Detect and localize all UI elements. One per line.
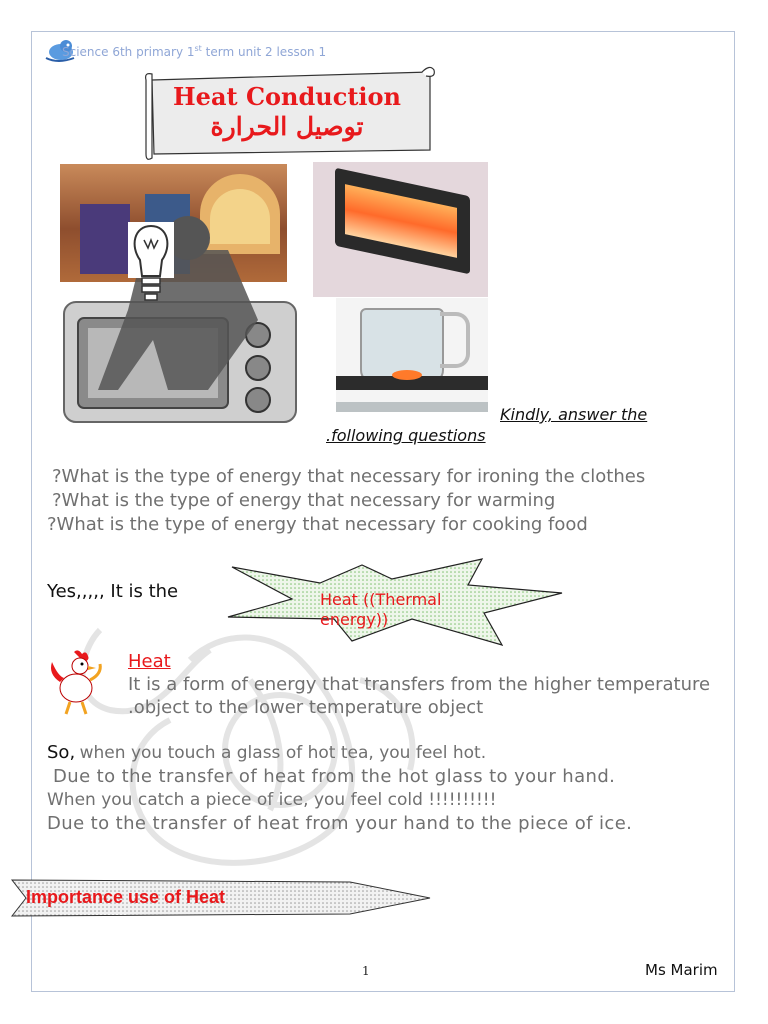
title-arabic: توصيل الحرارة bbox=[210, 112, 364, 141]
instruction-line-2: .following questions bbox=[326, 426, 486, 445]
course-header: Science 6th primary 1st term unit 2 lesson 1 bbox=[62, 44, 327, 59]
instruction-line-1: Kindly, answer the bbox=[500, 405, 648, 424]
title-english: Heat Conduction bbox=[173, 82, 401, 111]
question-ironing: ?What is the type of energy that necessary for ironing the clothes bbox=[52, 466, 646, 487]
heat-heading: Heat bbox=[128, 651, 171, 672]
example-line-3: When you catch a piece of ice, you feel cold !!!!!!!!!! bbox=[47, 790, 497, 810]
definition-line-1: It is a form of energy that transfers from the higher temperature bbox=[128, 674, 711, 695]
starburst-label-line-1: Heat ((Thermal bbox=[320, 590, 442, 609]
glass-kettle-image bbox=[336, 298, 488, 402]
question-warming: ?What is the type of energy that necessary for warming bbox=[52, 490, 556, 511]
example-line-4: Due to the transfer of heat from your hand to the piece of ice. bbox=[47, 813, 633, 834]
example-line-2: Due to the transfer of heat from the hot glass to your hand. bbox=[53, 766, 616, 787]
question-cooking: ?What is the type of energy that necessary for cooking food bbox=[47, 514, 588, 535]
author-name: Ms Marim bbox=[645, 961, 718, 979]
starburst-label-line-2: energy)) bbox=[320, 610, 389, 629]
page-number: 1 bbox=[362, 964, 370, 978]
rooster-icon bbox=[44, 648, 106, 718]
so-label: So, bbox=[47, 742, 76, 763]
kettle-base-strip bbox=[336, 402, 488, 412]
lightbulb-man-icon bbox=[122, 218, 180, 308]
electric-heater-image bbox=[313, 162, 488, 297]
example-text-1: when you touch a glass of hot tea, you feel hot. bbox=[79, 743, 487, 763]
definition-line-2: .object to the lower temperature object bbox=[128, 697, 484, 718]
oven-image bbox=[58, 190, 303, 435]
importance-heading: Importance use of Heat bbox=[26, 887, 226, 907]
example-line-1 bbox=[47, 742, 486, 763]
answer-lead: Yes,,,,, It is the bbox=[47, 581, 179, 602]
